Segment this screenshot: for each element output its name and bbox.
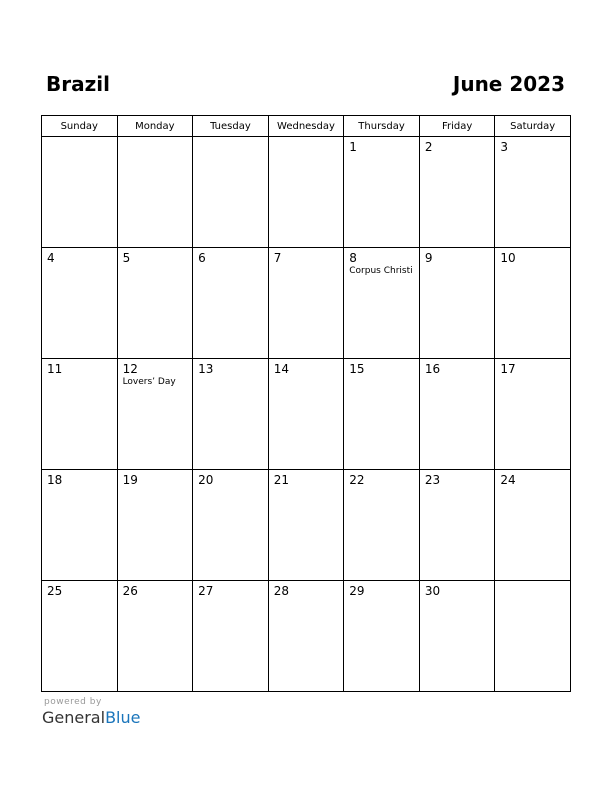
day-cell xyxy=(42,248,118,359)
day-cell xyxy=(344,137,420,248)
day-number: 22 xyxy=(349,473,365,487)
week-row xyxy=(42,581,571,692)
day-cell xyxy=(42,470,118,581)
day-cell xyxy=(344,359,420,470)
day-number: 2 xyxy=(424,140,433,154)
day-cell xyxy=(193,581,269,692)
day-number: 24 xyxy=(500,473,516,487)
day-number xyxy=(118,137,193,140)
day-number: 18 xyxy=(47,473,63,487)
day-cell xyxy=(42,359,118,470)
day-number: 27 xyxy=(198,584,214,598)
logo-text-blue: Blue xyxy=(105,708,141,727)
day-number: 21 xyxy=(273,473,289,487)
day-cell xyxy=(42,137,118,248)
day-number: 17 xyxy=(500,362,516,376)
holiday-label: Lovers’ Day xyxy=(122,377,176,387)
weekday-header: Friday xyxy=(419,116,495,137)
day-cell xyxy=(117,137,193,248)
day-cell xyxy=(419,359,495,470)
day-cell xyxy=(117,248,193,359)
day-number: 3 xyxy=(500,140,509,154)
day-cell xyxy=(495,470,571,581)
day-cell xyxy=(344,581,420,692)
weekday-header: Wednesday xyxy=(268,116,344,137)
day-number: 29 xyxy=(349,584,365,598)
week-row xyxy=(42,248,571,359)
week-row xyxy=(42,359,571,470)
day-number: 7 xyxy=(273,251,282,265)
weekday-header: Tuesday xyxy=(193,116,269,137)
day-number: 9 xyxy=(424,251,433,265)
day-number: 25 xyxy=(47,584,63,598)
powered-by-text: powered by xyxy=(44,697,102,707)
day-cell xyxy=(193,470,269,581)
weekday-header: Sunday xyxy=(42,116,118,137)
day-cell xyxy=(495,248,571,359)
day-number xyxy=(193,137,268,140)
day-number: 16 xyxy=(424,362,441,376)
day-number: 10 xyxy=(500,251,516,265)
day-number: 20 xyxy=(198,473,214,487)
day-cell xyxy=(419,248,495,359)
day-number: 12 xyxy=(122,362,138,376)
logo-text-general: General xyxy=(42,708,106,727)
day-cell xyxy=(117,470,193,581)
day-number: 8 xyxy=(349,251,357,265)
day-cell xyxy=(193,248,269,359)
day-number xyxy=(42,137,117,140)
day-cell xyxy=(268,470,344,581)
weekday-header: Saturday xyxy=(495,116,571,137)
weekday-header: Monday xyxy=(117,116,193,137)
day-cell xyxy=(495,581,571,692)
week-row xyxy=(42,137,571,248)
day-cell xyxy=(495,137,571,248)
day-number: 11 xyxy=(47,362,63,376)
day-number: 1 xyxy=(349,140,357,154)
day-cell xyxy=(193,359,269,470)
day-number: 6 xyxy=(198,251,206,265)
day-cell xyxy=(268,359,344,470)
day-number xyxy=(495,581,570,584)
day-number: 15 xyxy=(349,362,365,376)
day-cell xyxy=(117,581,193,692)
day-cell xyxy=(268,137,344,248)
day-number: 5 xyxy=(122,251,131,265)
month-year-title: June 2023 xyxy=(452,72,565,96)
day-cell xyxy=(419,581,495,692)
country-title: Brazil xyxy=(46,72,110,96)
weekday-header: Thursday xyxy=(344,116,420,137)
week-row xyxy=(42,470,571,581)
day-cell xyxy=(117,359,193,470)
day-number: 19 xyxy=(122,473,138,487)
day-cell xyxy=(344,248,420,359)
day-cell xyxy=(193,137,269,248)
day-cell xyxy=(268,248,344,359)
day-cell xyxy=(495,359,571,470)
day-number: 30 xyxy=(424,584,441,598)
day-number: 23 xyxy=(424,473,441,487)
day-number: 13 xyxy=(198,362,214,376)
day-number xyxy=(269,137,344,140)
day-number: 26 xyxy=(122,584,138,598)
generalblue-logo[interactable] xyxy=(42,708,140,728)
day-cell xyxy=(419,470,495,581)
day-number: 14 xyxy=(273,362,289,376)
day-cell xyxy=(42,581,118,692)
calendar-grid xyxy=(41,115,571,692)
day-cell xyxy=(268,581,344,692)
day-number: 4 xyxy=(47,251,55,265)
holiday-label: Corpus Christi xyxy=(349,266,413,276)
day-cell xyxy=(419,137,495,248)
day-cell xyxy=(344,470,420,581)
weekday-header-row xyxy=(42,116,571,137)
day-number: 28 xyxy=(273,584,289,598)
